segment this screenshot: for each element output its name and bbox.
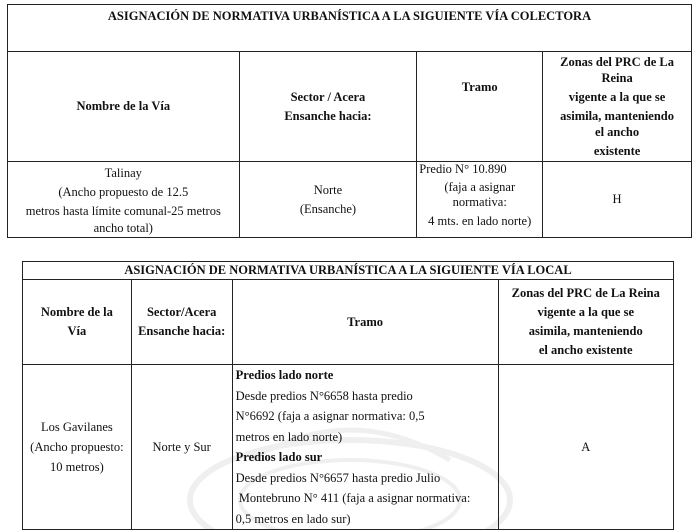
cell-text: asimila, manteniendo [528,324,643,338]
header-sector [131,280,232,365]
header-tramo [232,280,498,365]
header-tramo [417,52,543,162]
cell-text: Ensanche hacia: [138,324,226,338]
cell-text: A [581,439,591,454]
cell-text: asimila, manteniendo [560,109,675,123]
cell-text: Reina [601,71,633,85]
header-zonas [498,280,674,365]
cell-text: existente [593,144,641,158]
header-nombre [8,52,240,162]
table-title-text: ASIGNACIÓN DE NORMATIVA URBANÍSTICA A LA SIGUIENTE VÍA LOCAL [124,263,572,277]
cell-text: Norte y Sur [152,439,211,454]
cell-text: Desde predios N°6657 hasta predio Julio [235,470,441,485]
cell-text: Tramo [461,80,498,94]
cell-text: Predios lado norte [235,368,334,382]
cell-text: H [612,192,622,206]
table-title [8,5,692,52]
cell-text: el ancho [595,125,640,139]
header-nombre [23,280,132,365]
table-via-colectora [7,4,692,238]
cell-text: Predio N° 10.890 [419,162,507,176]
cell-text: (Ensanche) [299,201,357,216]
row-tramo [232,365,498,530]
cell-text: vigente a la que se [568,90,666,104]
table-title-text: ASIGNACIÓN DE NORMATIVA URBANÍSTICA A LA SIGUIENTE VÍA COLECTORA [107,9,592,23]
cell-text: Vía [67,324,87,338]
cell-text: Sector/Acera [146,305,217,319]
cell-text: Talinay [104,166,142,180]
cell-text: (Ancho propuesto: [30,440,124,454]
cell-text: Predios lado sur [235,450,323,464]
cell-text: Norte [313,182,343,197]
row-sector [239,162,417,238]
cell-text: ancho total) [93,221,153,235]
cell-text: 10 metros) [49,460,104,474]
cell-text: vigente a la que se [537,305,635,319]
cell-text: 4 mts. en lado norte) [428,214,532,228]
table-title [23,262,674,280]
header-zonas [543,52,692,162]
row-tramo [417,162,543,238]
cell-text: el ancho existente [538,343,633,357]
cell-text: (faja a asignar [444,180,516,194]
cell-text: Los Gavilanes [40,420,113,434]
cell-text: Sector / Acera [290,89,366,104]
row-zona [543,162,692,238]
cell-text: Zonas del PRC de La [560,55,675,69]
cell-text: Nombre de la [40,305,113,319]
cell-text: metros hasta límite comunal-25 metros [25,204,221,218]
cell-text: Montebruno N° 411 (faja a asignar normativa: [235,491,471,505]
cell-text: normativa: [452,195,507,209]
cell-text: (Ancho propuesto de 12.5 [58,185,189,199]
cell-text: N°6692 (faja a asignar normativa: 0,5 [235,409,425,423]
row-nombre [23,365,132,530]
row-sector [131,365,232,530]
header-sector [239,52,417,162]
cell-text: 0,5 metros en lado sur) [235,511,351,526]
row-nombre [8,162,240,238]
cell-text: Nombre de la Vía [76,99,171,113]
cell-text: Zonas del PRC de La Reina [511,286,660,300]
cell-text: Desde predios N°6658 hasta predio [235,388,413,403]
cell-text: Tramo [347,314,383,329]
cell-text: metros en lado norte) [235,429,343,444]
cell-text: Ensanche hacia: [284,108,372,123]
row-zona [498,365,674,530]
table-via-local [22,261,674,530]
